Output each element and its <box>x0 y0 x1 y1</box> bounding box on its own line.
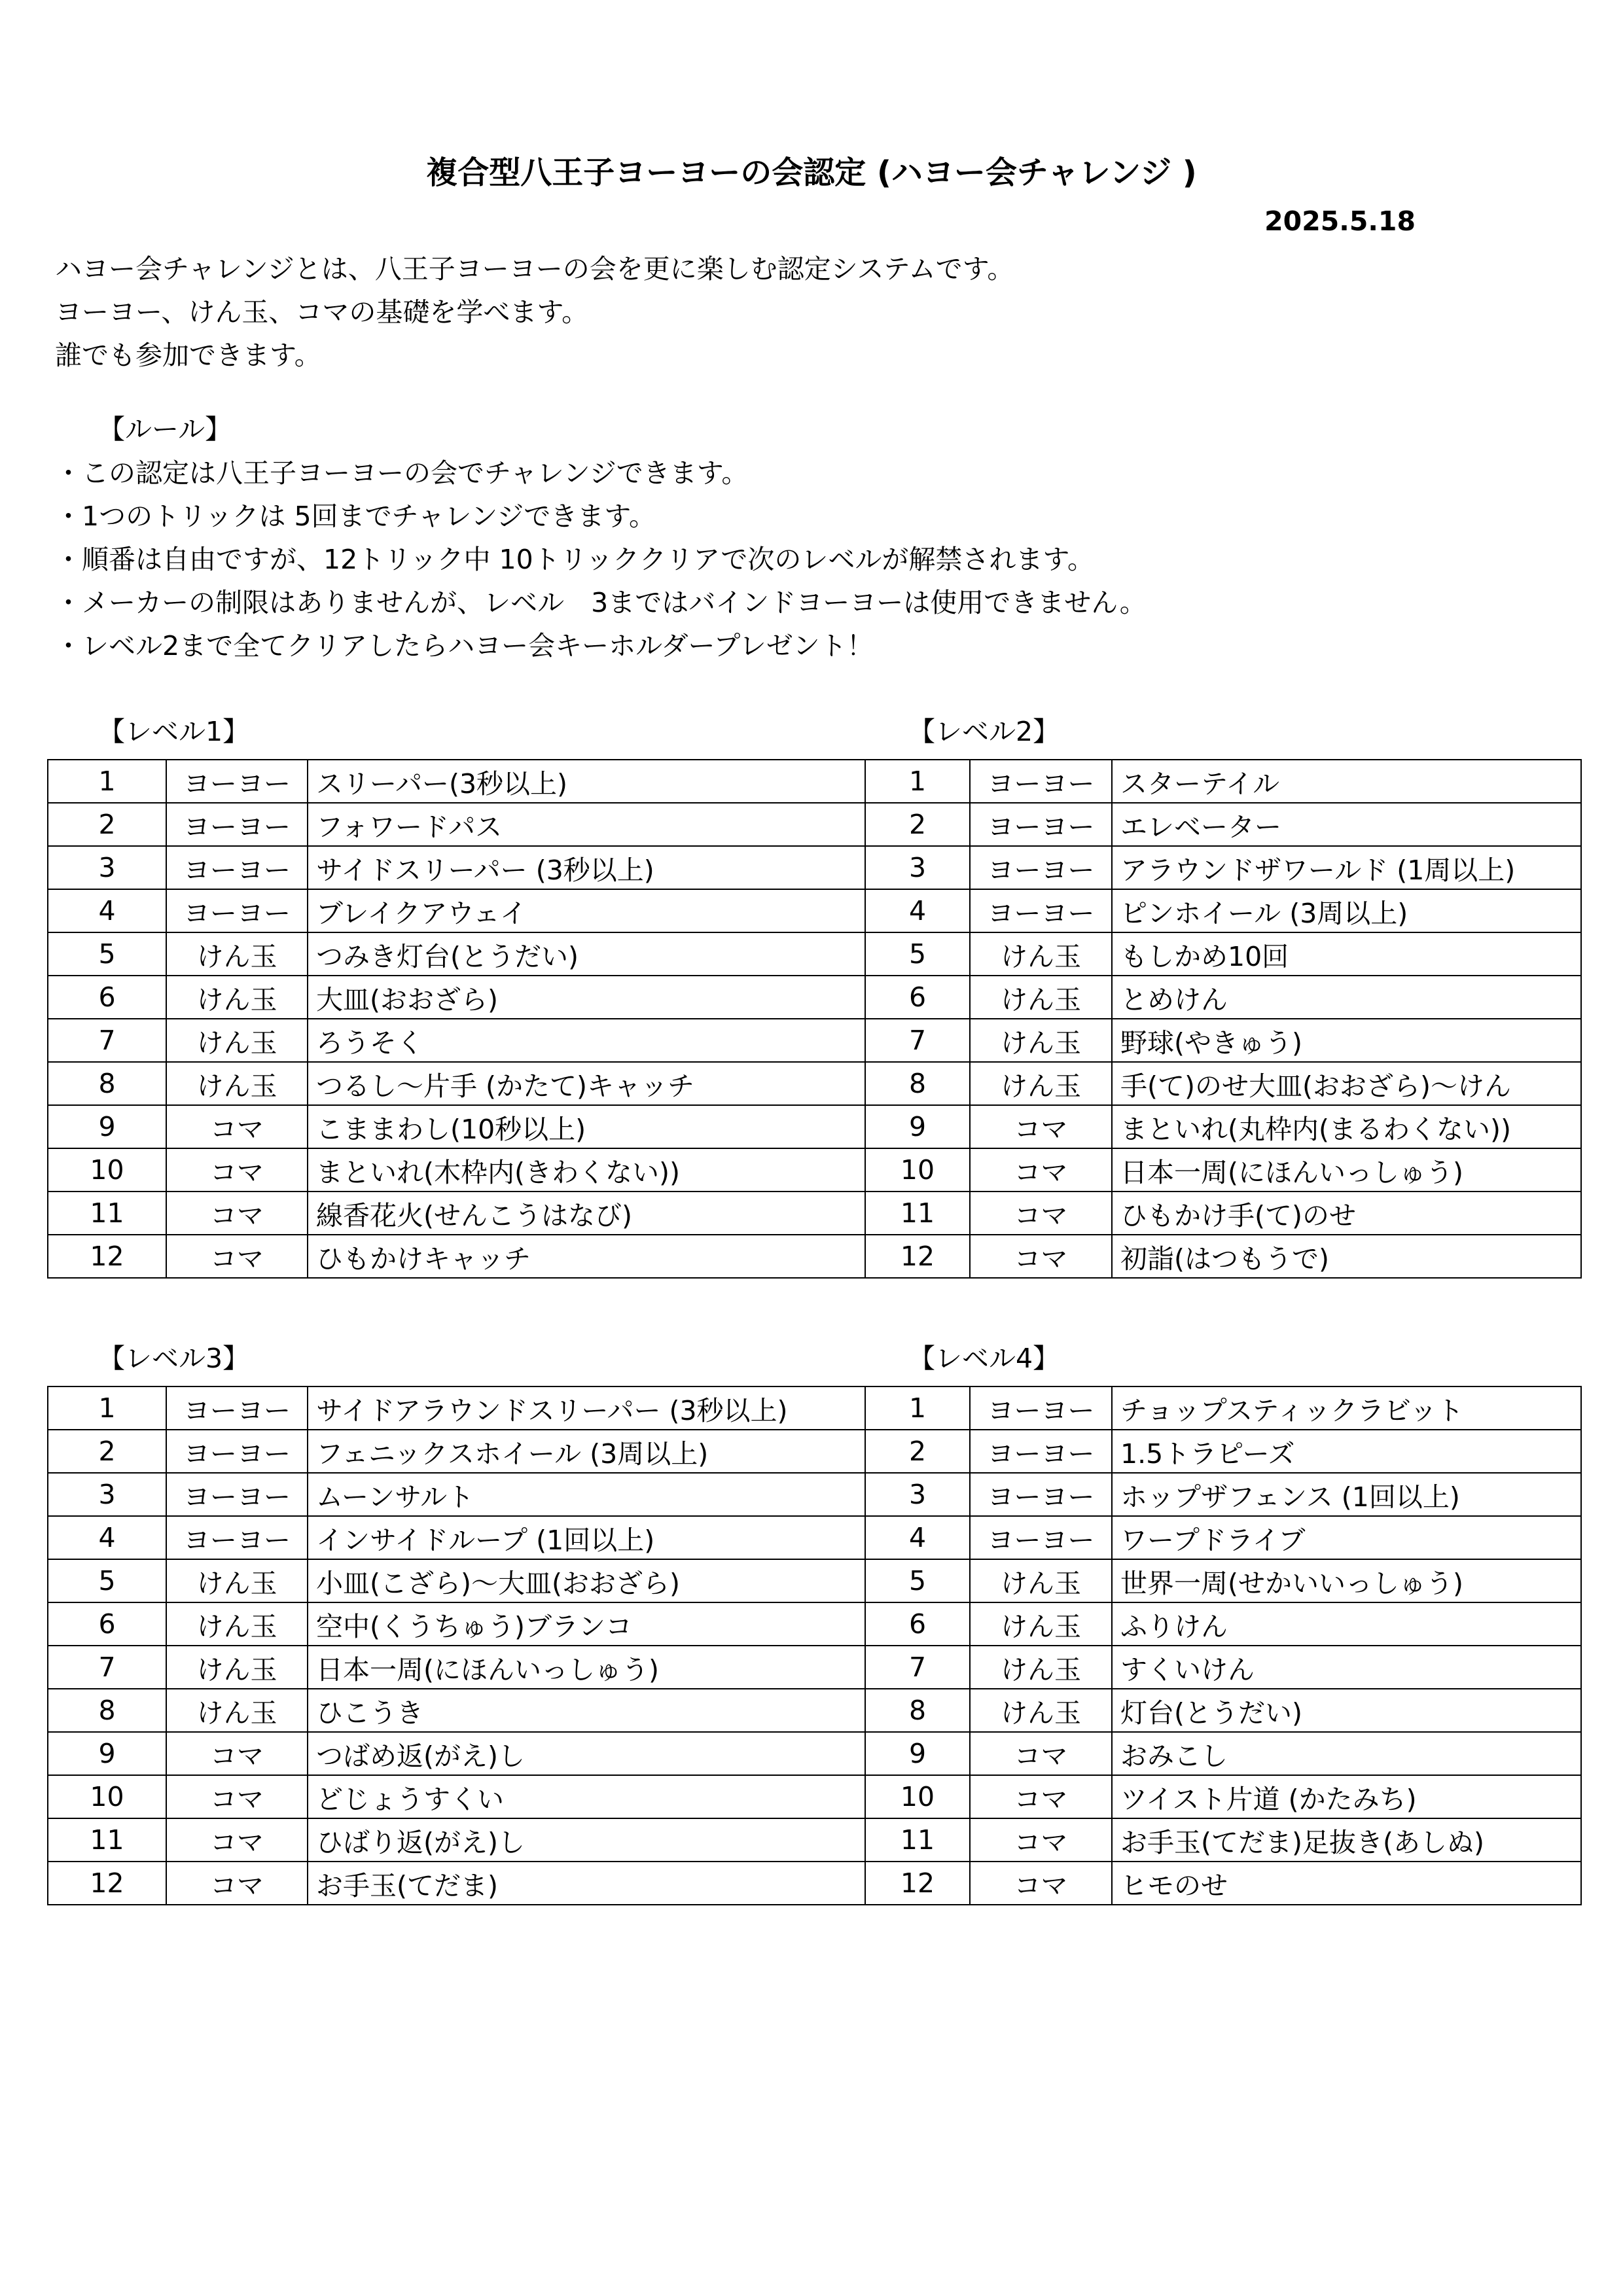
trick-name: つるし～片手 (かたて)キャッチ <box>308 1062 865 1105</box>
trick-name: チョップスティックラビット <box>1112 1386 1581 1430</box>
trick-name: 灯台(とうだい) <box>1112 1689 1581 1732</box>
rule-item: ・この認定は八王子ヨーヨーの会でチャレンジできます。 <box>55 457 749 489</box>
trick-name: ろうそく <box>308 1019 865 1062</box>
trick-name: ツイスト片道 (かたみち) <box>1112 1775 1581 1818</box>
trick-name: すくいけん <box>1112 1646 1581 1689</box>
trick-number: 11 <box>48 1192 166 1235</box>
table-row <box>48 1235 1581 1278</box>
table-row <box>48 760 1581 803</box>
trick-category: けん玉 <box>970 1559 1112 1602</box>
trick-number: 7 <box>865 1646 970 1689</box>
trick-name: つみき灯台(とうだい) <box>308 932 865 976</box>
table-row <box>48 1148 1581 1192</box>
level-2-label: 【レベル2】 <box>908 716 1060 747</box>
trick-name: お手玉(てだま) <box>308 1862 865 1905</box>
trick-category: コマ <box>970 1148 1112 1192</box>
trick-number: 3 <box>865 846 970 889</box>
trick-number: 10 <box>865 1148 970 1192</box>
trick-name: アラウンドザワールド (1周以上) <box>1112 846 1581 889</box>
trick-number: 11 <box>865 1818 970 1862</box>
trick-name: ワープドライブ <box>1112 1516 1581 1559</box>
trick-category: けん玉 <box>166 1559 308 1602</box>
trick-category: けん玉 <box>970 932 1112 976</box>
trick-name: まといれ(丸枠内(まるわくない)) <box>1112 1105 1581 1148</box>
trick-number: 6 <box>865 976 970 1019</box>
trick-name: ひもかけ手(て)のせ <box>1112 1192 1581 1235</box>
trick-name: 大皿(おおざら) <box>308 976 865 1019</box>
trick-number: 2 <box>48 803 166 846</box>
trick-category: ヨーヨー <box>166 889 308 932</box>
trick-category: コマ <box>166 1775 308 1818</box>
trick-name: 手(て)のせ大皿(おおざら)～けん <box>1112 1062 1581 1105</box>
trick-name: とめけん <box>1112 976 1581 1019</box>
trick-category: ヨーヨー <box>970 889 1112 932</box>
rule-item: ・レベル2まで全てクリアしたらハヨー会キーホルダープレゼント！ <box>55 630 874 662</box>
table-row <box>48 1105 1581 1148</box>
trick-number: 3 <box>865 1473 970 1516</box>
trick-category: コマ <box>166 1192 308 1235</box>
trick-name: まといれ(木枠内(きわくない)) <box>308 1148 865 1192</box>
trick-category: ヨーヨー <box>166 1516 308 1559</box>
trick-number: 8 <box>865 1062 970 1105</box>
trick-category: けん玉 <box>970 976 1112 1019</box>
trick-name: もしかめ10回 <box>1112 932 1581 976</box>
trick-category: ヨーヨー <box>166 1430 308 1473</box>
rule-item: ・1つのトリックは 5回までチャレンジできます。 <box>55 501 656 532</box>
trick-number: 2 <box>865 1430 970 1473</box>
trick-category: けん玉 <box>166 1602 308 1646</box>
trick-category: けん玉 <box>970 1062 1112 1105</box>
trick-number: 4 <box>48 889 166 932</box>
level-3-label: 【レベル3】 <box>98 1343 250 1374</box>
trick-number: 6 <box>48 1602 166 1646</box>
trick-number: 10 <box>48 1775 166 1818</box>
trick-category: けん玉 <box>970 1019 1112 1062</box>
trick-name: 世界一周(せかいいっしゅう) <box>1112 1559 1581 1602</box>
table-row <box>48 1732 1581 1775</box>
trick-category: ヨーヨー <box>970 1473 1112 1516</box>
trick-name: スリーパー(3秒以上) <box>308 760 865 803</box>
table-row <box>48 1775 1581 1818</box>
trick-name: ヒモのせ <box>1112 1862 1581 1905</box>
trick-name: ひばり返(がえ)し <box>308 1818 865 1862</box>
table-row <box>48 1516 1581 1559</box>
trick-category: コマ <box>166 1235 308 1278</box>
trick-number: 1 <box>865 760 970 803</box>
trick-category: ヨーヨー <box>970 1386 1112 1430</box>
trick-category: けん玉 <box>166 976 308 1019</box>
table-row <box>48 976 1581 1019</box>
table-row <box>48 1019 1581 1062</box>
trick-name: こままわし(10秒以上) <box>308 1105 865 1148</box>
trick-number: 8 <box>48 1689 166 1732</box>
trick-name: 1.5トラピーズ <box>1112 1430 1581 1473</box>
trick-name: ムーンサルト <box>308 1473 865 1516</box>
table-row <box>48 1862 1581 1905</box>
page-title: 複合型八王子ヨーヨーの会認定 (ハヨー会チャレンジ ) <box>426 154 1197 191</box>
table-row <box>48 1646 1581 1689</box>
trick-number: 12 <box>48 1862 166 1905</box>
trick-name: お手玉(てだま)足抜き(あしぬ) <box>1112 1818 1581 1862</box>
trick-name: ひこうき <box>308 1689 865 1732</box>
trick-category: けん玉 <box>166 1689 308 1732</box>
trick-name: ホップザフェンス (1回以上) <box>1112 1473 1581 1516</box>
trick-name: おみこし <box>1112 1732 1581 1775</box>
rule-item: ・順番は自由ですが、12トリック中 10トリッククリアで次のレベルが解禁されます。 <box>55 544 1095 575</box>
trick-number: 12 <box>865 1235 970 1278</box>
trick-category: けん玉 <box>970 1602 1112 1646</box>
trick-number: 12 <box>48 1235 166 1278</box>
trick-category: ヨーヨー <box>166 1386 308 1430</box>
trick-name: つばめ返(がえ)し <box>308 1732 865 1775</box>
trick-name: インサイドループ (1回以上) <box>308 1516 865 1559</box>
trick-category: ヨーヨー <box>970 1430 1112 1473</box>
trick-name: 空中(くうちゅう)ブランコ <box>308 1602 865 1646</box>
trick-number: 5 <box>865 932 970 976</box>
intro-line: 誰でも参加できます。 <box>55 340 321 371</box>
trick-number: 9 <box>865 1105 970 1148</box>
trick-category: コマ <box>166 1862 308 1905</box>
trick-name: 野球(やきゅう) <box>1112 1019 1581 1062</box>
trick-category: けん玉 <box>166 932 308 976</box>
trick-category: ヨーヨー <box>970 760 1112 803</box>
trick-name: 初詣(はつもうで) <box>1112 1235 1581 1278</box>
trick-number: 9 <box>48 1732 166 1775</box>
trick-number: 8 <box>48 1062 166 1105</box>
trick-category: ヨーヨー <box>970 803 1112 846</box>
rules-heading: 【ルール】 <box>98 414 232 445</box>
trick-category: ヨーヨー <box>970 1516 1112 1559</box>
level-4-label: 【レベル4】 <box>908 1343 1060 1374</box>
trick-category: コマ <box>970 1192 1112 1235</box>
trick-category: コマ <box>970 1105 1112 1148</box>
table-row <box>48 1818 1581 1862</box>
trick-category: コマ <box>166 1818 308 1862</box>
trick-name: サイドスリーパー (3秒以上) <box>308 846 865 889</box>
trick-number: 4 <box>865 1516 970 1559</box>
rules-list <box>55 451 1560 667</box>
table-row <box>48 803 1581 846</box>
level-3-4-table <box>47 1386 1582 1905</box>
trick-number: 7 <box>865 1019 970 1062</box>
table-row <box>48 1386 1581 1430</box>
trick-name: 日本一周(にほんいっしゅう) <box>1112 1148 1581 1192</box>
trick-category: ヨーヨー <box>970 846 1112 889</box>
trick-number: 8 <box>865 1689 970 1732</box>
trick-name: 線香花火(せんこうはなび) <box>308 1192 865 1235</box>
trick-number: 2 <box>865 803 970 846</box>
trick-category: ヨーヨー <box>166 803 308 846</box>
trick-number: 5 <box>48 932 166 976</box>
trick-name: ふりけん <box>1112 1602 1581 1646</box>
trick-name: フォワードパス <box>308 803 865 846</box>
table-row <box>48 889 1581 932</box>
trick-name: サイドアラウンドスリーパー (3秒以上) <box>308 1386 865 1430</box>
trick-number: 7 <box>48 1646 166 1689</box>
trick-name: 日本一周(にほんいっしゅう) <box>308 1646 865 1689</box>
trick-number: 2 <box>48 1430 166 1473</box>
trick-category: けん玉 <box>970 1646 1112 1689</box>
table-row <box>48 1473 1581 1516</box>
table-row <box>48 1192 1581 1235</box>
trick-number: 3 <box>48 1473 166 1516</box>
trick-category: ヨーヨー <box>166 846 308 889</box>
trick-category: コマ <box>166 1148 308 1192</box>
trick-number: 9 <box>865 1732 970 1775</box>
trick-name: フェニックスホイール (3周以上) <box>308 1430 865 1473</box>
table-row <box>48 1559 1581 1602</box>
table-row <box>48 1689 1581 1732</box>
trick-category: コマ <box>970 1775 1112 1818</box>
table-row <box>48 1062 1581 1105</box>
trick-number: 10 <box>865 1775 970 1818</box>
trick-number: 9 <box>48 1105 166 1148</box>
trick-name: エレベーター <box>1112 803 1581 846</box>
trick-number: 6 <box>48 976 166 1019</box>
intro-section <box>55 247 1560 377</box>
table-row <box>48 1602 1581 1646</box>
trick-number: 1 <box>48 1386 166 1430</box>
trick-name: 小皿(こざら)～大皿(おおざら) <box>308 1559 865 1602</box>
table-row <box>48 846 1581 889</box>
trick-category: けん玉 <box>166 1019 308 1062</box>
trick-category: コマ <box>166 1732 308 1775</box>
trick-number: 11 <box>865 1192 970 1235</box>
level-1-label: 【レベル1】 <box>98 716 250 747</box>
trick-number: 4 <box>48 1516 166 1559</box>
trick-name: ピンホイール (3周以上) <box>1112 889 1581 932</box>
rule-item: ・メーカーの制限はありませんが、レベル 3まではバインドヨーヨーは使用できません。 <box>55 587 1147 618</box>
trick-category: けん玉 <box>970 1689 1112 1732</box>
trick-number: 1 <box>865 1386 970 1430</box>
trick-category: けん玉 <box>166 1646 308 1689</box>
trick-category: コマ <box>970 1862 1112 1905</box>
table-row <box>48 932 1581 976</box>
trick-number: 10 <box>48 1148 166 1192</box>
trick-name: ブレイクアウェイ <box>308 889 865 932</box>
trick-number: 5 <box>48 1559 166 1602</box>
trick-number: 1 <box>48 760 166 803</box>
document-date: 2025.5.18 <box>1264 205 1416 237</box>
trick-number: 4 <box>865 889 970 932</box>
trick-number: 6 <box>865 1602 970 1646</box>
trick-number: 12 <box>865 1862 970 1905</box>
trick-name: スターテイル <box>1112 760 1581 803</box>
level-1-2-table <box>47 759 1582 1279</box>
trick-name: ひもかけキャッチ <box>308 1235 865 1278</box>
trick-name: どじょうすくい <box>308 1775 865 1818</box>
trick-category: コマ <box>970 1235 1112 1278</box>
trick-category: ヨーヨー <box>166 760 308 803</box>
trick-category: ヨーヨー <box>166 1473 308 1516</box>
trick-category: コマ <box>970 1732 1112 1775</box>
intro-line: ヨーヨー、けん玉、コマの基礎を学べます。 <box>55 296 589 328</box>
table-row <box>48 1430 1581 1473</box>
trick-number: 7 <box>48 1019 166 1062</box>
trick-category: けん玉 <box>166 1062 308 1105</box>
trick-category: コマ <box>970 1818 1112 1862</box>
trick-category: コマ <box>166 1105 308 1148</box>
trick-number: 11 <box>48 1818 166 1862</box>
trick-number: 5 <box>865 1559 970 1602</box>
intro-line: ハヨー会チャレンジとは、八王子ヨーヨーの会を更に楽しむ認定システムです。 <box>55 253 1014 285</box>
trick-number: 3 <box>48 846 166 889</box>
